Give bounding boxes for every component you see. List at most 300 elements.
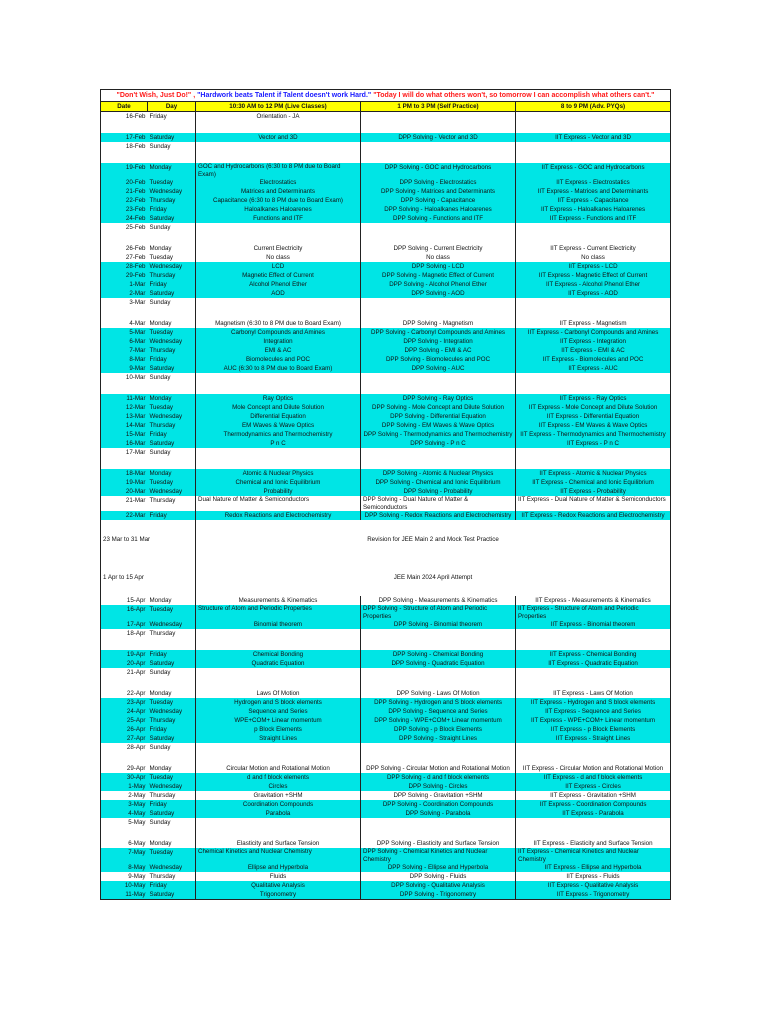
date-cell: 29-Feb [101,271,148,280]
day-cell: Thursday [148,496,196,511]
date-cell: 22-Apr [101,689,148,698]
live-class-cell: Circles [196,782,361,791]
schedule-row [101,800,671,809]
schedule-row [101,596,671,605]
self-practice-cell [361,448,516,457]
live-class-cell: Parabola [196,809,361,818]
spacer-cell [196,307,361,319]
self-practice-cell: DPP Solving - Qualitative Analysis [361,881,516,890]
live-class-cell [196,142,361,151]
day-cell: Wednesday [148,337,196,346]
schedule-row [101,605,671,620]
day-cell: Friday [148,280,196,289]
spacer-row [101,752,671,764]
live-class-cell: Magnetic Effect of Current [196,271,361,280]
schedule-row [101,178,671,187]
day-cell: Sunday [148,818,196,827]
day-cell: Tuesday [148,403,196,412]
spacer-row [101,677,671,689]
schedule-row [101,319,671,328]
spacer-cell [196,457,361,469]
live-class-cell [196,818,361,827]
schedule-row [101,782,671,791]
spacer-cell [101,827,148,839]
day-cell: Thursday [148,629,196,638]
self-practice-cell: DPP Solving - LCD [361,262,516,271]
period-row [101,558,671,596]
date-cell: 7-Mar [101,346,148,355]
spacer-cell [196,752,361,764]
day-cell: Thursday [148,791,196,800]
schedule-row [101,412,671,421]
live-class-cell: Structure of Atom and Periodic Properties [196,605,361,620]
date-cell: 18-Apr [101,629,148,638]
live-class-cell: Chemical Bonding [196,650,361,659]
spacer-cell [148,457,196,469]
schedule-row [101,764,671,773]
self-practice-cell: DPP Solving - Sequence and Series [361,707,516,716]
spacer-row [101,121,671,133]
schedule-row [101,650,671,659]
spacer-cell [148,232,196,244]
adv-pyq-cell: IIT Express - Circles [516,782,671,791]
self-practice-cell: DPP Solving - Thermodynamics and Thermochemistry [361,430,516,439]
period-dates: 1 Apr to 15 Apr [101,558,196,596]
schedule-row [101,791,671,800]
date-cell: 17-Feb [101,133,148,142]
self-practice-cell: DPP Solving - Elasticity and Surface Tension [361,839,516,848]
spacer-cell [196,382,361,394]
live-class-cell: Dual Nature of Matter & Semiconductors [196,496,361,511]
live-class-cell: EMI & AC [196,346,361,355]
schedule-row [101,773,671,782]
self-practice-cell: DPP Solving - EM Waves & Wave Optics [361,421,516,430]
day-cell: Tuesday [148,773,196,782]
live-class-cell: Straight Lines [196,734,361,743]
live-class-cell: Elasticity and Surface Tension [196,839,361,848]
motivational-quote [101,90,671,102]
live-class-cell: Haloalkanes Haloarenes [196,205,361,214]
schedule-row [101,133,671,142]
date-cell: 4-May [101,809,148,818]
live-class-cell: No class [196,253,361,262]
day-cell: Sunday [148,743,196,752]
date-cell: 13-Mar [101,412,148,421]
live-class-cell: Probability [196,487,361,496]
spacer-row [101,638,671,650]
spacer-cell [516,232,671,244]
schedule-row [101,346,671,355]
live-class-cell: Measurements & Kinematics [196,596,361,605]
day-cell: Wednesday [148,782,196,791]
header-date: Date [101,102,148,112]
date-cell: 28-Apr [101,743,148,752]
adv-pyq-cell [516,818,671,827]
date-cell: 26-Apr [101,725,148,734]
day-cell: Wednesday [148,620,196,629]
live-class-cell: AOD [196,289,361,298]
schedule-row [101,253,671,262]
day-cell: Tuesday [148,253,196,262]
day-cell: Monday [148,163,196,178]
live-class-cell: Atomic & Nuclear Physics [196,469,361,478]
self-practice-cell [361,629,516,638]
live-class-cell: Thermodynamics and Thermochemistry [196,430,361,439]
date-cell: 17-Apr [101,620,148,629]
spacer-cell [101,232,148,244]
self-practice-cell: DPP Solving - GOC and Hydrocarbons [361,163,516,178]
adv-pyq-cell [516,373,671,382]
adv-pyq-cell: No class [516,253,671,262]
date-cell: 2-May [101,791,148,800]
date-cell: 10-May [101,881,148,890]
schedule-row [101,142,671,151]
period-description: Revision for JEE Main 2 and Mock Test Practice [196,520,671,558]
date-cell: 8-Mar [101,355,148,364]
day-cell: Sunday [148,448,196,457]
day-cell: Wednesday [148,707,196,716]
date-cell: 15-Mar [101,430,148,439]
schedule-row [101,439,671,448]
schedule-row [101,328,671,337]
live-class-cell: p Block Elements [196,725,361,734]
live-class-cell: Current Electricity [196,244,361,253]
day-cell: Sunday [148,223,196,232]
spacer-cell [516,151,671,163]
self-practice-cell: DPP Solving - Ray Optics [361,394,516,403]
spacer-row [101,457,671,469]
schedule-row [101,298,671,307]
schedule-row [101,620,671,629]
schedule-row [101,734,671,743]
adv-pyq-cell: IIT Express - Mole Concept and Dilute Solution [516,403,671,412]
schedule-row [101,659,671,668]
self-practice-cell: DPP Solving - d and f block elements [361,773,516,782]
self-practice-cell: DPP Solving - Matrices and Determinants [361,187,516,196]
day-cell: Thursday [148,716,196,725]
live-class-cell: Mole Concept and Dilute Solution [196,403,361,412]
adv-pyq-cell: IIT Express - Atomic & Nuclear Physics [516,469,671,478]
spacer-cell [361,382,516,394]
schedule-row [101,205,671,214]
day-cell: Friday [148,650,196,659]
schedule-row [101,689,671,698]
day-cell: Monday [148,689,196,698]
spacer-cell [516,382,671,394]
spacer-cell [516,457,671,469]
self-practice-cell: DPP Solving - Capacitance [361,196,516,205]
adv-pyq-cell: IIT Express - Sequence and Series [516,707,671,716]
self-practice-cell [361,223,516,232]
date-cell: 20-Apr [101,659,148,668]
self-practice-cell: DPP Solving - Quadratic Equation [361,659,516,668]
self-practice-cell: DPP Solving - Coordination Compounds [361,800,516,809]
spacer-row [101,151,671,163]
day-cell: Friday [148,430,196,439]
live-class-cell: GOC and Hydrocarbons (6:30 to 8 PM due to Board Exam) [196,163,361,178]
day-cell: Wednesday [148,412,196,421]
schedule-row [101,244,671,253]
date-cell: 1-May [101,782,148,791]
live-class-cell: Orientation - JA [196,112,361,122]
date-cell: 3-May [101,800,148,809]
live-class-cell: Qualitative Analysis [196,881,361,890]
day-cell: Monday [148,596,196,605]
schedule-row [101,163,671,178]
date-cell: 19-Feb [101,163,148,178]
day-cell: Friday [148,725,196,734]
self-practice-cell: DPP Solving - Carbonyl Compounds and Amines [361,328,516,337]
date-cell: 18-Feb [101,142,148,151]
spacer-cell [361,638,516,650]
self-practice-cell: DPP Solving - Electrostatics [361,178,516,187]
date-cell: 19-Mar [101,478,148,487]
schedule-row [101,403,671,412]
adv-pyq-cell: IIT Express - Ellipse and Hyperbola [516,863,671,872]
date-cell: 15-Apr [101,596,148,605]
live-class-cell: Laws Of Motion [196,689,361,698]
date-cell: 30-Apr [101,773,148,782]
day-cell: Tuesday [148,698,196,707]
spacer-cell [148,151,196,163]
schedule-row [101,496,671,511]
adv-pyq-cell: IIT Express - Qualitative Analysis [516,881,671,890]
self-practice-cell [361,818,516,827]
day-cell: Wednesday [148,262,196,271]
day-cell: Saturday [148,734,196,743]
adv-pyq-cell: IIT Express - p Block Elements [516,725,671,734]
self-practice-cell: DPP Solving - Dual Nature of Matter & Semiconductors [361,496,516,511]
day-cell: Thursday [148,421,196,430]
schedule-row [101,743,671,752]
schedule-row [101,430,671,439]
day-cell: Friday [148,511,196,520]
date-cell: 10-Mar [101,373,148,382]
date-cell: 3-Mar [101,298,148,307]
day-cell: Wednesday [148,187,196,196]
period-row [101,520,671,558]
period-dates: 23 Mar to 31 Mar [101,520,196,558]
live-class-cell: Ray Optics [196,394,361,403]
adv-pyq-cell: IIT Express - Straight Lines [516,734,671,743]
spacer-cell [361,752,516,764]
adv-pyq-cell: IIT Express - Electrostatics [516,178,671,187]
day-cell: Monday [148,319,196,328]
schedule-row [101,698,671,707]
date-cell: 21-Mar [101,496,148,511]
adv-pyq-cell: IIT Express - Thermodynamics and Thermochemistry [516,430,671,439]
adv-pyq-cell: IIT Express - Chemical Kinetics and Nuclear Chemistry [516,848,671,863]
adv-pyq-cell [516,743,671,752]
spacer-cell [361,457,516,469]
self-practice-cell [361,668,516,677]
self-practice-cell: DPP Solving - Circular Motion and Rotational Motion [361,764,516,773]
schedule-row [101,809,671,818]
day-cell: Sunday [148,298,196,307]
spacer-cell [148,307,196,319]
self-practice-cell: DPP Solving - Magnetism [361,319,516,328]
spacer-cell [101,752,148,764]
self-practice-cell: DPP Solving - Structure of Atom and Periodic Properties [361,605,516,620]
adv-pyq-cell: IIT Express - AOD [516,289,671,298]
schedule-row [101,214,671,223]
date-cell: 1-Mar [101,280,148,289]
live-class-cell: Hydrogen and S block elements [196,698,361,707]
header-live-classes: 10:30 AM to 12 PM (Live Classes) [196,102,361,112]
self-practice-cell: DPP Solving - Magnetic Effect of Current [361,271,516,280]
adv-pyq-cell: IIT Express - EMI & AC [516,346,671,355]
spacer-row [101,382,671,394]
schedule-row [101,881,671,890]
live-class-cell: Binomial theorem [196,620,361,629]
spacer-cell [361,151,516,163]
live-class-cell: Biomolecules and POC [196,355,361,364]
day-cell: Saturday [148,133,196,142]
schedule-row [101,421,671,430]
live-class-cell: d and f block elements [196,773,361,782]
spacer-cell [516,638,671,650]
adv-pyq-cell: IIT Express - Fluids [516,872,671,881]
adv-pyq-cell: IIT Express - Alcohol Phenol Ether [516,280,671,289]
self-practice-cell: DPP Solving - Binomial theorem [361,620,516,629]
adv-pyq-cell: IIT Express - Redox Reactions and Electrochemistry [516,511,671,520]
adv-pyq-cell: IIT Express - Functions and ITF [516,214,671,223]
date-cell: 25-Feb [101,223,148,232]
spacer-cell [148,382,196,394]
live-class-cell: LCD [196,262,361,271]
day-cell: Sunday [148,142,196,151]
adv-pyq-cell [516,142,671,151]
date-cell: 17-Mar [101,448,148,457]
adv-pyq-cell: IIT Express - d and f block elements [516,773,671,782]
adv-pyq-cell [516,668,671,677]
schedule-row [101,872,671,881]
live-class-cell: Capacitance (6:30 to 8 PM due to Board Exam) [196,196,361,205]
day-cell: Monday [148,244,196,253]
adv-pyq-cell: IIT Express - Biomolecules and POC [516,355,671,364]
live-class-cell: Circular Motion and Rotational Motion [196,764,361,773]
date-cell: 6-Mar [101,337,148,346]
adv-pyq-cell [516,629,671,638]
adv-pyq-cell: IIT Express - Coordination Compounds [516,800,671,809]
self-practice-cell [361,112,516,122]
adv-pyq-cell: IIT Express - Magnetism [516,319,671,328]
adv-pyq-cell: IIT Express - P n C [516,439,671,448]
spacer-cell [516,827,671,839]
date-cell: 28-Feb [101,262,148,271]
date-cell: 16-Mar [101,439,148,448]
live-class-cell [196,743,361,752]
live-class-cell: Magnetism (6:30 to 8 PM due to Board Exam) [196,319,361,328]
schedule-row [101,364,671,373]
date-cell: 25-Apr [101,716,148,725]
schedule-row [101,707,671,716]
spacer-cell [196,827,361,839]
day-cell: Tuesday [148,848,196,863]
day-cell: Monday [148,394,196,403]
spacer-cell [101,638,148,650]
live-class-cell: Carbonyl Compounds and Amines [196,328,361,337]
self-practice-cell: DPP Solving - EMI & AC [361,346,516,355]
live-class-cell: AUC (6:30 to 8 PM due to Board Exam) [196,364,361,373]
date-cell: 14-Mar [101,421,148,430]
schedule-row [101,629,671,638]
quote-3: "Today I will do what others won't, so tomorrow I can accomplish what others can't." [373,92,655,99]
self-practice-cell: DPP Solving - P n C [361,439,516,448]
live-class-cell: Ellipse and Hyperbola [196,863,361,872]
self-practice-cell: DPP Solving - Chemical and Ionic Equilibrium [361,478,516,487]
date-cell: 5-May [101,818,148,827]
live-class-cell: Sequence and Series [196,707,361,716]
adv-pyq-cell: IIT Express - Magnetic Effect of Current [516,271,671,280]
self-practice-cell: DPP Solving - Vector and 3D [361,133,516,142]
spacer-cell [516,121,671,133]
adv-pyq-cell: IIT Express - Carbonyl Compounds and Amines [516,328,671,337]
live-class-cell [196,373,361,382]
schedule-row [101,668,671,677]
adv-pyq-cell: IIT Express - Current Electricity [516,244,671,253]
day-cell: Saturday [148,659,196,668]
self-practice-cell: DPP Solving - Parabola [361,809,516,818]
date-cell: 24-Apr [101,707,148,716]
live-class-cell: Coordination Compounds [196,800,361,809]
schedule-row [101,863,671,872]
spacer-cell [101,677,148,689]
schedule-row [101,511,671,520]
date-cell: 27-Feb [101,253,148,262]
adv-pyq-cell [516,298,671,307]
live-class-cell: Functions and ITF [196,214,361,223]
schedule-sheet [100,89,670,900]
date-cell: 18-Mar [101,469,148,478]
schedule-row [101,280,671,289]
date-cell: 5-Mar [101,328,148,337]
spacer-cell [361,677,516,689]
schedule-row [101,394,671,403]
adv-pyq-cell: IIT Express - Binomial theorem [516,620,671,629]
adv-pyq-cell: IIT Express - Capacitance [516,196,671,205]
date-cell: 22-Feb [101,196,148,205]
spacer-cell [101,121,148,133]
live-class-cell: Chemical Kinetics and Nuclear Chemistry [196,848,361,863]
spacer-cell [516,752,671,764]
schedule-row [101,487,671,496]
date-cell: 11-May [101,890,148,900]
schedule-row [101,469,671,478]
adv-pyq-cell: IIT Express - Chemical and Ionic Equilibrium [516,478,671,487]
day-cell: Tuesday [148,605,196,620]
day-cell: Saturday [148,890,196,900]
adv-pyq-cell [516,112,671,122]
header-row [101,102,671,112]
date-cell: 20-Mar [101,487,148,496]
self-practice-cell: DPP Solving - AOD [361,289,516,298]
date-cell: 19-Apr [101,650,148,659]
day-cell: Monday [148,469,196,478]
quote-1: "Don't Wish, Just Do!" , [116,92,196,99]
live-class-cell: Redox Reactions and Electrochemistry [196,511,361,520]
spacer-cell [361,232,516,244]
schedule-row [101,725,671,734]
self-practice-cell: DPP Solving - Integration [361,337,516,346]
spacer-cell [148,121,196,133]
adv-pyq-cell: IIT Express - Haloalkanes Haloarenes [516,205,671,214]
adv-pyq-cell: IIT Express - Probability [516,487,671,496]
day-cell: Thursday [148,346,196,355]
self-practice-cell: DPP Solving - Laws Of Motion [361,689,516,698]
self-practice-cell: DPP Solving - Atomic & Nuclear Physics [361,469,516,478]
self-practice-cell: DPP Solving - Probability [361,487,516,496]
